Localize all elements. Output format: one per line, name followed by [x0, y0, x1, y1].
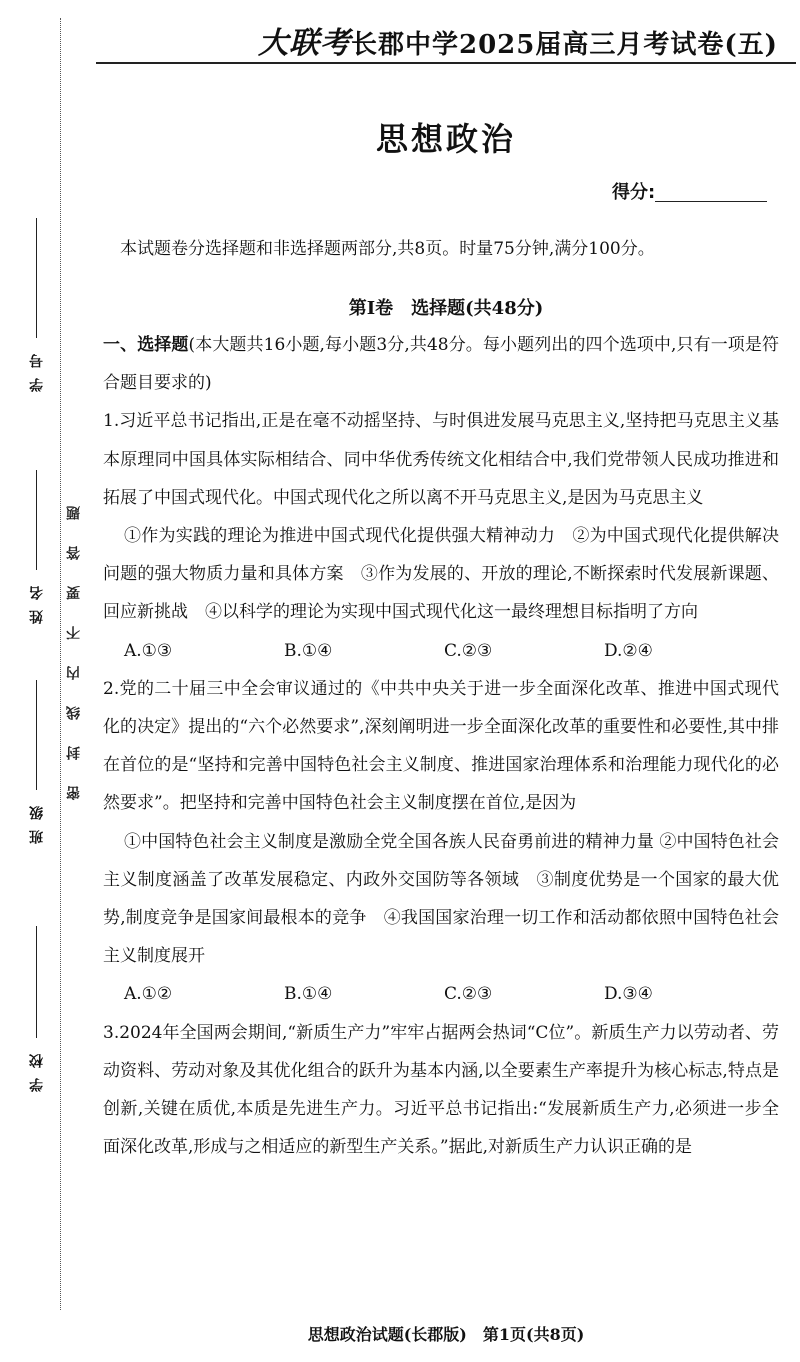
field-label: 学号: [29, 344, 45, 392]
field-school[interactable]: [26, 926, 48, 1092]
header-rule: [96, 62, 796, 64]
section-instruction: [103, 326, 779, 402]
field-class[interactable]: [26, 680, 48, 844]
field-label: 学校: [29, 1044, 45, 1092]
question-2-choices: [103, 975, 779, 1013]
question-content: [103, 326, 779, 1166]
field-student-id[interactable]: [26, 218, 48, 392]
choice-b[interactable]: B.①④: [284, 984, 333, 1005]
section-heading: 一、选择题: [103, 335, 189, 355]
seal-warning: 密封线内不要答题: [66, 480, 82, 800]
score-label: 得分:: [612, 182, 656, 203]
choice-b[interactable]: B.①④: [284, 640, 333, 661]
choice-c[interactable]: C.②③: [444, 640, 493, 661]
choice-d[interactable]: D.③④: [604, 984, 653, 1005]
score-blank: [655, 201, 767, 202]
question-2-stem: 2.党的二十届三中全会审议通过的《中共中央关于进一步全面深化改革、推进中国式现代化的决定》提出的“六个必然要求”,深刻阐明进一步全面深化改革的重要性和必要性,其中排在首位的是“坚持和完善中国特色社会主义制度、推进国家治理体系和治理能力现代化的必然要求”。把坚持和完善中国特色社会主义制度摆在首位,是因为: [103, 678, 779, 814]
page-footer: 思想政治试题(长郡版) 第1页(共8页): [307, 1325, 585, 1344]
field-blank: [36, 470, 38, 570]
choice-a[interactable]: A.①②: [124, 984, 173, 1005]
binding-dotted-line: [60, 18, 61, 1310]
score-field[interactable]: [612, 178, 767, 204]
question-1-stem: 1.习近平总书记指出,正是在毫不动摇坚持、与时俱进发展马克思主义,坚持把马克思主义基本原理同中国具体实际相结合、同中华优秀传统文化相结合中,我们党带领人民成功推进和拓展了中国式现代化。中国式现代化之所以离不开马克思主义,是因为马克思主义: [103, 411, 779, 508]
choice-a[interactable]: A.①③: [124, 640, 173, 661]
field-name[interactable]: [26, 470, 48, 624]
exam-header: [258, 18, 793, 62]
question-1-choices: [103, 632, 779, 670]
exam-title: 长郡中学2025届高三月考试卷(五): [351, 30, 778, 60]
subject-title: 思想政治: [375, 120, 516, 158]
field-label: 姓名: [29, 576, 45, 624]
choice-c[interactable]: C.②③: [444, 984, 493, 1005]
question-3-stem: 3.2024年全国两会期间,“新质生产力”牢牢占据两会热词“C位”。新质生产力以劳动者、劳动资料、劳动对象及其优化组合的跃升为基本内涵,以全要素生产率提升为核心标志,特点是创新,关键在质优,本质是先进生产力。习近平总书记指出:“发展新质生产力,必须进一步全面深化改革,形成与之相适应的新型生产关系。”据此,对新质生产力认识正确的是: [103, 1022, 779, 1158]
field-blank: [36, 218, 38, 338]
question-1-options: ①作为实践的理论为推进中国式现代化提供强大精神动力 ②为中国式现代化提供解决问题的强大物质力量和具体方案 ③作为发展的、开放的理论,不断探索时代发展新课题、回应新挑战 ④以科学的理论为实现中国式现代化这一最终理想目标指明了方向: [103, 526, 779, 623]
question-2-options: ①中国特色社会主义制度是激励全党全国各族人民奋勇前进的精神力量 ②中国特色社会主义制度涵盖了改革发展稳定、内政外交国防等各领域 ③制度优势是一个国家的最大优势,制度竞争是国家间最根本的竞争 ④我国国家治理一切工作和活动都依照中国特色社会主义制度展开: [103, 831, 779, 967]
brand-logo: 大联考: [258, 26, 351, 61]
part-title: 第Ⅰ卷 选择题(共48分): [348, 298, 544, 319]
exam-intro: 本试题卷分选择题和非选择题两部分,共8页。时量75分钟,满分100分。: [120, 239, 655, 259]
choice-d[interactable]: D.②④: [604, 640, 653, 661]
field-blank: [36, 926, 38, 1038]
section-instruction-text: (本大题共16小题,每小题3分,共48分。每小题列出的四个选项中,只有一项是符合题目要求的): [103, 335, 779, 394]
field-label: 班级: [29, 796, 45, 844]
field-blank: [36, 680, 38, 790]
